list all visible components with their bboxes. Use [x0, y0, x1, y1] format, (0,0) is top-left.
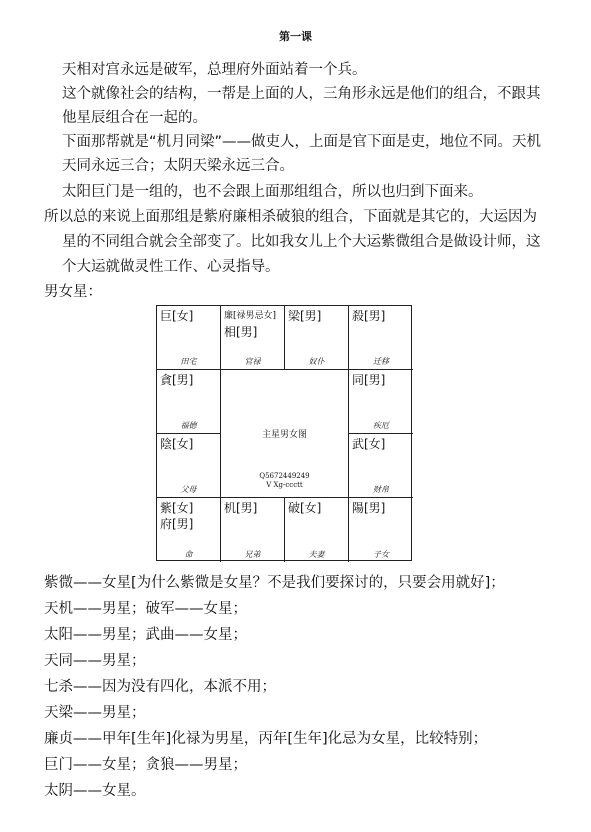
star-label: 巨[女]	[160, 309, 194, 323]
list-item: 巨门——女星；贪狼——男星；	[44, 757, 247, 773]
paragraph-line: 星的不同组合就会全部变了。比如我女儿上个大运紫微组合是做设计师，这	[62, 234, 541, 250]
palace-label: 夫妻	[308, 550, 325, 559]
palace-cell-caibo	[349, 434, 413, 498]
star-label: 机[男]	[224, 501, 258, 515]
list-item: 天机——男星；破军——女星；	[44, 601, 247, 617]
palace-cell-fuqi	[285, 498, 349, 562]
paragraph-line: 下面那帮就是“机月同梁”——做吏人，上面是官下面是吏，地位不同。天机	[62, 134, 542, 150]
palace-cell-ming	[157, 498, 221, 562]
section-label: 男女星：	[44, 284, 102, 300]
chart-center	[221, 370, 349, 498]
star-label: 破[女]	[288, 501, 322, 515]
list-item: 天梁——男星；	[44, 705, 146, 721]
list-item: 紫微——女星[为什么紫微是女星？不是我们要探讨的，只要会用就好]；	[44, 575, 505, 591]
palace-label: 奴仆	[308, 357, 325, 366]
palace-cell-fumu	[157, 434, 221, 498]
star-label: 殺[男]	[352, 309, 386, 323]
paragraph-line: 天同永远三合；太阴天梁永远三合。	[62, 158, 294, 174]
palace-label: 财帛	[373, 485, 389, 494]
star-label: 紫[女]	[160, 501, 194, 515]
palace-cell-zinv	[349, 498, 413, 562]
palace-label: 命	[184, 550, 193, 559]
palace-label: 田宅	[180, 357, 197, 366]
star-label: 武[女]	[352, 437, 386, 451]
paragraph-line: 天相对宫永远是破军，总理府外面站着一个兵。	[62, 62, 367, 78]
palace-cell-jie	[349, 370, 413, 434]
star-label: 相[男]	[224, 325, 258, 339]
paragraph-line: 他星辰组合在一起的。	[62, 110, 207, 126]
star-label: 同[男]	[352, 373, 386, 387]
watermark: Q5672449249 V Xg-ccctt	[259, 472, 310, 489]
star-label: 貪[男]	[160, 373, 194, 387]
star-label: 陽[男]	[352, 501, 386, 515]
list-item: 太阳——男星；武曲——女星；	[44, 627, 247, 643]
palace-label: 兄弟	[244, 550, 261, 559]
palace-label: 官禄	[244, 357, 261, 366]
palace-label: 福德	[180, 421, 197, 430]
paragraph-line: 个大运就做灵性工作、心灵指导。	[62, 259, 280, 275]
palace-cell-guanlu	[221, 306, 285, 370]
palace-cell-nupu	[285, 306, 349, 370]
chart-center-title: 主星男女图	[261, 430, 307, 440]
palace-cell-xiongdi	[221, 498, 285, 562]
list-item: 太阴——女星。	[44, 783, 146, 799]
list-item: 廉贞——甲年[生年]化禄为男星，丙年[生年]化忌为女星，比较特别；	[44, 731, 488, 747]
palace-label: 疾厄	[373, 421, 389, 430]
paragraph-line: 所以总的来说上面那组是紫府廉相杀破狼的组合，下面就是其它的，大运因为	[44, 209, 537, 225]
palace-label: 父母	[180, 485, 197, 494]
star-gender-chart	[156, 305, 412, 561]
star-label: 梁[男]	[288, 309, 322, 323]
palace-cell-fude	[157, 370, 221, 434]
star-label: 府[男]	[160, 517, 194, 531]
palace-cell-tianzhai	[157, 306, 221, 370]
palace-label: 子女	[373, 550, 389, 559]
paragraph-line: 太阳巨门是一组的，也不会跟上面那组组合，所以也归到下面来。	[62, 184, 483, 200]
page-title: 第一课	[279, 30, 312, 43]
star-label: 廉[禄男忌女]	[224, 311, 277, 321]
palace-cell-qianyi	[349, 306, 413, 370]
paragraph-line: 这个就像社会的结构，一帮是上面的人，三角形永远是他们的组合，不跟其	[62, 86, 541, 102]
list-item: 天同——男星；	[44, 653, 146, 669]
star-label: 陰[女]	[160, 437, 194, 451]
palace-label: 迁移	[373, 357, 389, 366]
list-item: 七杀——因为没有四化，本派不用；	[44, 679, 276, 695]
